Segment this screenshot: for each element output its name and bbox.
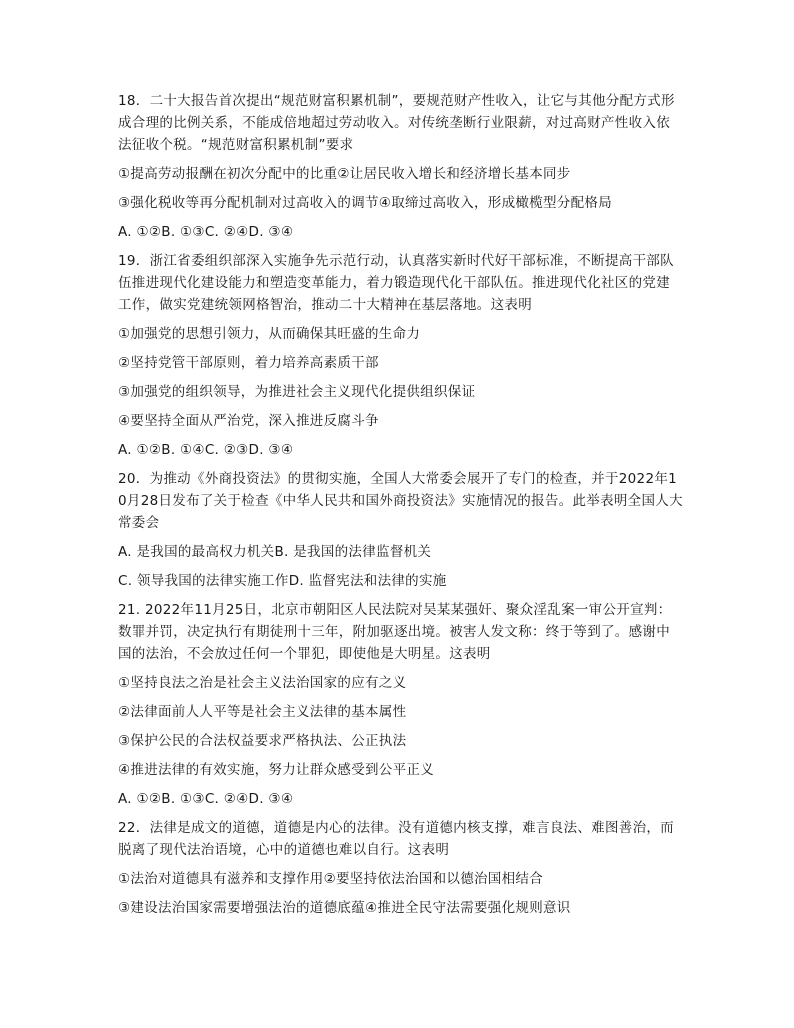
option-line: ①法治对道德具有滋养和支撑作用②要坚持依法治国和以德治国相结合	[118, 871, 544, 887]
option-line: ①加强党的思想引领力，从而确保其旺盛的生命力	[118, 326, 421, 342]
question-22	[118, 817, 683, 919]
answer-choices: A. 是我国的最高权力机关B. 是我国的法律监督机关	[118, 544, 432, 560]
option-line: ①提高劳动报酬在初次分配中的比重②让居民收入增长和经济增长基本同步	[118, 166, 571, 182]
question-19	[118, 250, 683, 461]
option-line: ④推进法律的有效实施，努力让群众感受到公平正义	[118, 762, 435, 778]
answer-choices: A. ①②B. ①③C. ②④D. ③④	[118, 224, 294, 240]
answer-choices: A. ①②B. ①③C. ②④D. ③④	[118, 791, 294, 807]
question-21	[118, 599, 683, 810]
question-stem: 21. 2022年11月25日，北京市朝阳区人民法院对吴某某强奸、聚众淫乱案一审公开宣判：数罪并罚，决定执行有期徒刑十三年，附加驱逐出境。被害人发文称：终于等到了。感谢中国的法治，不会放过任何一个罪犯，即使他是大明星。这表明	[118, 602, 672, 662]
option-line: ④要坚持全面从严治党，深入推进反腐斗争	[118, 413, 379, 429]
option-line: ③强化税收等再分配机制对过高收入的调节④取缔过高收入，形成橄榄型分配格局	[118, 195, 613, 211]
question-stem: 19．浙江省委组织部深入实施争先示范行动，认真落实新时代好干部标准，不断提高干部队伍推进现代化建设能力和塑造变革能力，着力锻造现代化干部队伍。推进现代化社区的党建工作，做实党建统领网格智治，推动二十大精神在基层落地。这表明	[118, 253, 674, 313]
question-stem: 18．二十大报告首次提出“规范财富积累机制”，要规范财产性收入，让它与其他分配方式形成合理的比例关系，不能成倍地超过劳动收入。对传统垄断行业限薪，对过高财产性收入依法征收个税。“规范财富积累机制”要求	[118, 93, 675, 153]
question-18	[118, 90, 683, 243]
question-stem: 20．为推动《外商投资法》的贯彻实施，全国人大常委会展开了专门的检查，并于2022年10月28日发布了关于检查《中华人民共和国外商投资法》实施情况的报告。此举表明全国人大常委会	[118, 471, 683, 531]
option-line: ③加强党的组织领导，为推进社会主义现代化提供组织保证	[118, 384, 476, 400]
option-line: ③建设法治国家需要增强法治的道德底蕴④推进全民守法需要强化规则意识	[118, 900, 571, 916]
option-line: ②法律面前人人平等是社会主义法律的基本属性	[118, 704, 407, 720]
answer-choices: A. ①②B. ①④C. ②③D. ③④	[118, 442, 294, 458]
option-line: ②坚持党管干部原则，着力培养高素质干部	[118, 355, 379, 371]
option-line: ③保护公民的合法权益要求严格执法、公正执法	[118, 733, 407, 749]
document-page	[118, 90, 683, 926]
question-20	[118, 468, 683, 592]
answer-choices: C. 领导我国的法律实施工作D. 监督宪法和法律的实施	[118, 573, 447, 589]
option-line: ①坚持良法之治是社会主义法治国家的应有之义	[118, 675, 407, 691]
question-stem: 22．法律是成文的道德，道德是内心的法律。没有道德内核支撑，难言良法、难图善治，而脱离了现代法治语境，心中的道德也难以自行。这表明	[118, 820, 674, 858]
